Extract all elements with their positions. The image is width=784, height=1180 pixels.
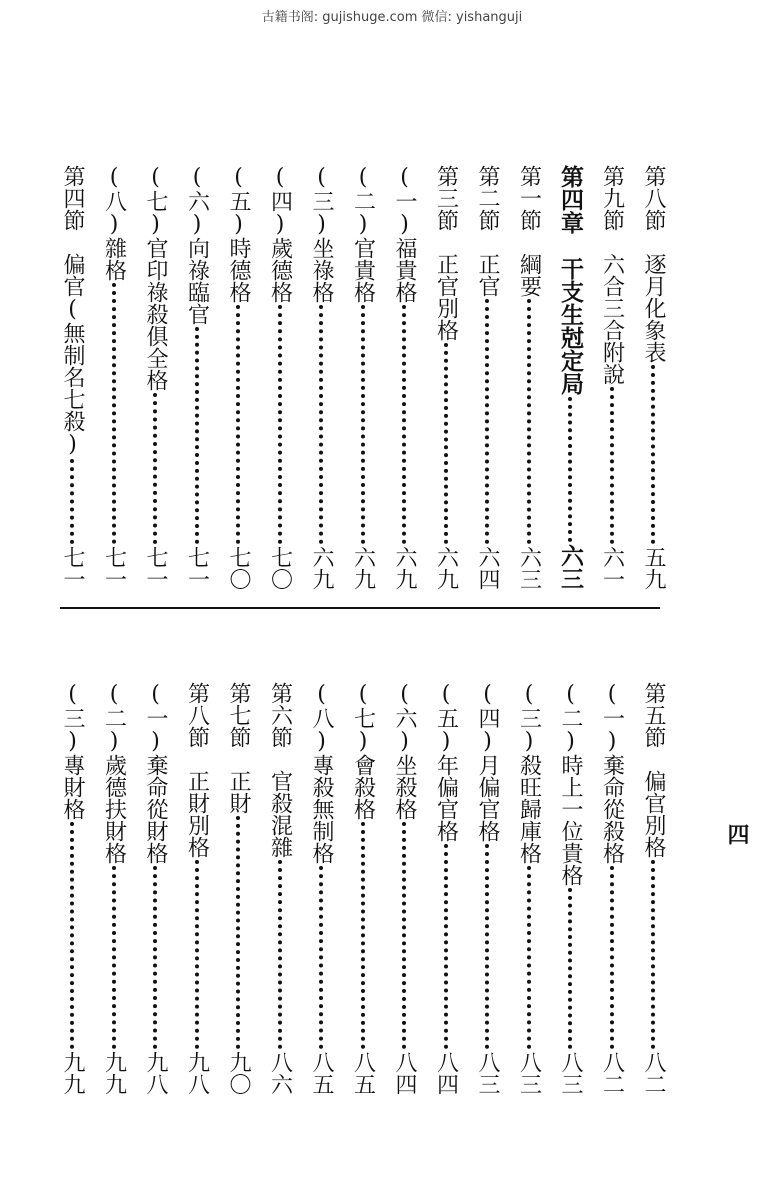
toc-entry-page: 九〇	[226, 1051, 251, 1095]
toc-entry-title: (七)官印祿殺俱全格	[143, 165, 168, 391]
divider-rule	[60, 607, 660, 609]
toc-entry	[599, 682, 625, 1095]
toc-entry	[433, 165, 459, 590]
toc-entry-page: 九八	[143, 1051, 168, 1095]
toc-entry-page: 七一	[60, 546, 85, 590]
toc-entry-title: (五)年偏官格	[433, 682, 459, 842]
toc-entry	[433, 682, 459, 1095]
leader-dots	[361, 305, 365, 544]
watermark: 古籍书阁: gujishuge.com 微信: yishanguji	[261, 10, 523, 25]
toc-entry	[267, 165, 293, 590]
toc-entry	[142, 682, 168, 1095]
toc-entry-title: (八)專殺無制格	[309, 682, 334, 864]
leader-dots	[70, 459, 74, 544]
toc-entry	[59, 682, 85, 1095]
leader-dots	[651, 860, 655, 1049]
leader-dots	[236, 305, 240, 544]
toc-entry-page: 七一	[101, 546, 127, 590]
toc-entry-page: 八三	[558, 1051, 583, 1095]
toc-entry	[308, 682, 334, 1095]
leader-dots	[153, 866, 157, 1049]
toc-entry-title: 第三節 正官別格	[433, 165, 459, 341]
leader-dots	[610, 866, 614, 1049]
toc-entry-title: 第八節 正財別格	[184, 682, 210, 858]
toc-entry	[350, 165, 376, 590]
leader-dots	[319, 305, 323, 544]
toc-entry-page: 六九	[350, 546, 376, 590]
toc-entry	[640, 682, 666, 1095]
toc-entry-title: 第四章 干支生尅定局	[557, 165, 584, 395]
toc-entry-title: (三)殺旺歸庫格	[516, 682, 542, 864]
leader-dots	[444, 844, 448, 1049]
toc-entry	[391, 165, 417, 590]
leader-dots	[527, 866, 531, 1049]
toc-entry	[474, 165, 500, 590]
toc-entry	[350, 682, 376, 1095]
leader-dots	[568, 888, 572, 1049]
toc-entry-title: 第二節 正官	[475, 165, 500, 297]
toc-entry-title: (一)棄命從殺格	[599, 682, 625, 864]
toc-entry	[184, 165, 210, 590]
toc-entry-title: (二)官貴格	[350, 165, 376, 303]
toc-entry-page: 八二	[641, 1051, 666, 1095]
toc-entry-page: 九九	[101, 1051, 127, 1095]
toc-entry	[516, 165, 542, 590]
toc-entry-page: 六九	[309, 546, 334, 590]
toc-entry-page: 七一	[184, 546, 210, 590]
toc-entry-title: (四)月偏官格	[475, 682, 500, 842]
toc-entry-page: 七一	[143, 546, 168, 590]
toc-entry-page: 六三	[516, 546, 542, 590]
toc-entry-page: 五九	[641, 546, 666, 590]
toc-entry-title: 第一節 綱要	[516, 165, 542, 297]
leader-dots	[361, 822, 365, 1049]
toc-entry-title: 第四節 偏官(無制名七殺)	[60, 165, 85, 457]
page-number: 四	[724, 823, 750, 845]
toc-entry-title: (二)時上一位貴格	[558, 682, 583, 886]
toc-entry	[308, 165, 334, 590]
toc-entry	[557, 165, 583, 590]
toc-entry	[142, 165, 168, 590]
toc-entry	[267, 682, 293, 1095]
leader-dots	[444, 343, 448, 544]
toc-entry	[599, 165, 625, 590]
toc-entry-title: 第八節 逐月化象表	[641, 165, 666, 363]
leader-dots	[112, 866, 116, 1049]
toc-entry-page: 八二	[599, 1051, 625, 1095]
leader-dots	[402, 305, 406, 544]
toc-entry	[557, 682, 583, 1095]
leader-dots	[278, 860, 282, 1049]
leader-dots	[153, 393, 157, 544]
toc-entry-page: 六三	[557, 544, 584, 590]
toc-entry-page: 八六	[267, 1051, 293, 1095]
leader-dots	[485, 844, 489, 1049]
toc-entry-title: (三)坐祿格	[309, 165, 334, 303]
toc-entry	[101, 165, 127, 590]
leader-dots	[651, 365, 655, 544]
toc-entry-page: 八四	[392, 1051, 417, 1095]
leader-dots	[278, 305, 282, 544]
toc-entry-page: 八五	[350, 1051, 376, 1095]
toc-entry	[516, 682, 542, 1095]
toc-entry-title: 第九節 六合三合附說	[599, 165, 625, 385]
leader-dots	[610, 387, 614, 544]
toc-entry	[59, 165, 85, 590]
toc-entry-page: 六四	[475, 546, 500, 590]
toc-entry-title: (三)專財格	[60, 682, 85, 820]
toc-entry	[101, 682, 127, 1095]
toc-entry-title: 第六節 官殺混雜	[267, 682, 293, 858]
leader-dots	[195, 327, 199, 544]
toc-entry-page: 六一	[599, 546, 625, 590]
toc-entry-page: 七〇	[226, 546, 251, 590]
toc-entry-page: 八三	[475, 1051, 500, 1095]
toc-entry-page: 九八	[184, 1051, 210, 1095]
toc-entry-page: 八五	[309, 1051, 334, 1095]
leader-dots	[527, 299, 531, 544]
toc-entry-page: 八四	[433, 1051, 459, 1095]
toc-entry-title: 第七節 正財	[226, 682, 251, 814]
leader-dots	[568, 397, 572, 542]
toc-entry-page: 六九	[433, 546, 459, 590]
leader-dots	[70, 822, 74, 1049]
toc-entry	[225, 682, 251, 1095]
toc-entry-title: (六)坐殺格	[392, 682, 417, 820]
toc-entry-page: 六九	[392, 546, 417, 590]
toc-entry-title: (四)歲德格	[267, 165, 293, 303]
toc-entry-page: 八三	[516, 1051, 542, 1095]
leader-dots	[236, 816, 240, 1049]
toc-entry-title: (五)時德格	[226, 165, 251, 303]
toc-entry-title: (一)福貴格	[392, 165, 417, 303]
leader-dots	[485, 299, 489, 544]
leader-dots	[319, 866, 323, 1049]
toc-entry-title: (二)歲德扶財格	[101, 682, 127, 864]
toc-entry-page: 七〇	[267, 546, 293, 590]
toc-entry-title: (八)雜格	[101, 165, 127, 281]
leader-dots	[402, 822, 406, 1049]
toc-entry-title: 第五節 偏官別格	[641, 682, 666, 858]
toc-entry	[391, 682, 417, 1095]
toc-entry-title: (一)棄命從財格	[143, 682, 168, 864]
leader-dots	[195, 860, 199, 1049]
toc-entry-title: (七)會殺格	[350, 682, 376, 820]
toc-entry	[474, 682, 500, 1095]
toc-entry-title: (六)向祿臨官	[184, 165, 210, 325]
toc-entry	[225, 165, 251, 590]
toc-entry	[184, 682, 210, 1095]
toc-entry	[640, 165, 666, 590]
toc-entry-page: 九九	[60, 1051, 85, 1095]
leader-dots	[112, 283, 116, 544]
